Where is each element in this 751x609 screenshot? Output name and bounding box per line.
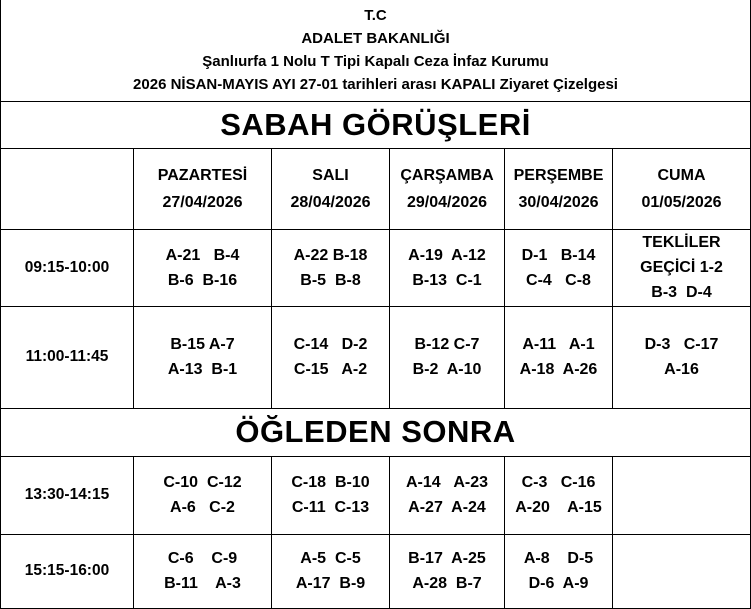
ward-group: C-11 C-13: [291, 499, 370, 516]
afternoon-section-title: ÖĞLEDEN SONRA: [1, 408, 751, 456]
visit-cell: [272, 534, 390, 608]
ward-group: TEKLİLER: [642, 234, 721, 251]
day-header: [505, 148, 613, 229]
visit-cell: [390, 306, 505, 408]
ward-group: A-27 A-24: [408, 499, 486, 516]
ward-group: GEÇİCİ 1-2: [640, 259, 723, 276]
day-date: 01/05/2026: [641, 193, 722, 211]
visit-cell: [272, 306, 390, 408]
ward-group: B-5 B-8: [300, 271, 361, 289]
visit-cell: [505, 534, 613, 608]
ward-group: C-18 B-10: [291, 474, 370, 491]
day-name: PERŞEMBE: [513, 166, 604, 184]
ward-group: B-13 C-1: [412, 271, 482, 289]
time-slot-row: [1, 306, 751, 408]
ward-group: A-14 A-23: [405, 474, 489, 491]
visit-cell: [272, 229, 390, 306]
ward-group: B-3 D-4: [651, 284, 712, 301]
ward-group: B-2 A-10: [412, 361, 482, 378]
ward-group: C-3 C-16: [521, 474, 596, 491]
time-slot-row: [1, 456, 751, 534]
visit-cell: [390, 456, 505, 534]
day-header-row: [1, 148, 751, 229]
day-date: 28/04/2026: [290, 193, 371, 211]
ward-group: D-1 B-14: [521, 246, 596, 264]
day-name: SALI: [312, 166, 349, 184]
ward-group: B-6 B-16: [167, 271, 238, 289]
visit-cell: [134, 229, 272, 306]
day-header: [134, 148, 272, 229]
ward-group: A-22 B-18: [293, 246, 368, 264]
visit-cell: [134, 456, 272, 534]
visit-cell: [613, 306, 751, 408]
visit-cell: [613, 456, 751, 534]
time-slot-row: [1, 534, 751, 608]
time-range: 15:15-16:00: [1, 534, 134, 608]
ward-group: A-28 B-7: [412, 575, 482, 592]
header-line-schedule-title: 2026 NİSAN-MAYIS AYI 27-01 tarihleri arası KAPALI Ziyaret Çizelgesi: [133, 76, 618, 94]
ward-group: A-19 A-12: [408, 246, 486, 264]
ward-group: B-15 A-7: [170, 336, 235, 353]
ward-group: D-6 A-9: [528, 575, 589, 592]
header-line-ministry: ADALET BAKANLIĞI: [301, 30, 450, 48]
ward-group: A-13 B-1: [167, 361, 238, 378]
header-line-institution: Şanlıurfa 1 Nolu T Tipi Kapalı Ceza İnfaz Kurumu: [202, 53, 549, 71]
ward-group: A-17 B-9: [295, 575, 366, 592]
ward-group: A-5 C-5: [300, 550, 361, 567]
ward-group: A-6 C-2: [170, 499, 235, 516]
document-header: [1, 0, 751, 101]
ward-group: D-3 C-17: [644, 336, 719, 353]
visit-cell: [390, 534, 505, 608]
visit-cell: [134, 306, 272, 408]
ward-group: A-16: [664, 361, 699, 378]
visit-cell: [613, 534, 751, 608]
ward-group: C-4 C-8: [526, 271, 591, 289]
day-name: ÇARŞAMBA: [400, 166, 494, 184]
day-date: 27/04/2026: [162, 193, 243, 211]
ward-group: A-8 D-5: [523, 550, 594, 567]
ward-group: A-21 B-4: [165, 246, 240, 264]
visit-cell: [505, 306, 613, 408]
visit-cell: [505, 229, 613, 306]
visit-cell: [390, 229, 505, 306]
day-header: [272, 148, 390, 229]
day-date: 29/04/2026: [406, 193, 488, 211]
day-name: CUMA: [657, 166, 706, 184]
time-range: 09:15-10:00: [1, 229, 134, 306]
time-range: 13:30-14:15: [1, 456, 134, 534]
morning-section-title: SABAH GÖRÜŞLERİ: [1, 101, 751, 148]
header-line-tc: T.C: [364, 7, 387, 25]
ward-group: C-15 A-2: [293, 361, 368, 378]
visit-cell: [505, 456, 613, 534]
corner-cell: [1, 148, 134, 229]
visit-cell: [134, 534, 272, 608]
ward-group: B-17 A-25: [408, 550, 486, 567]
ward-group: B-12 C-7: [414, 336, 480, 353]
ward-group: C-14 D-2: [293, 336, 368, 353]
ward-group: C-6 C-9: [167, 550, 238, 567]
time-slot-row: [1, 229, 751, 306]
day-header: [390, 148, 505, 229]
ward-group: A-11 A-1: [522, 336, 595, 353]
day-header: [613, 148, 751, 229]
visit-cell: [613, 229, 751, 306]
day-date: 30/04/2026: [518, 193, 599, 211]
ward-group: C-10 C-12: [163, 474, 242, 491]
ward-group: A-18 A-26: [519, 361, 598, 378]
visit-cell: [272, 456, 390, 534]
ward-group: A-20 A-15: [515, 499, 602, 516]
time-range: 11:00-11:45: [1, 306, 134, 408]
day-name: PAZARTESİ: [157, 166, 248, 184]
ward-group: B-11 A-3: [164, 575, 241, 592]
